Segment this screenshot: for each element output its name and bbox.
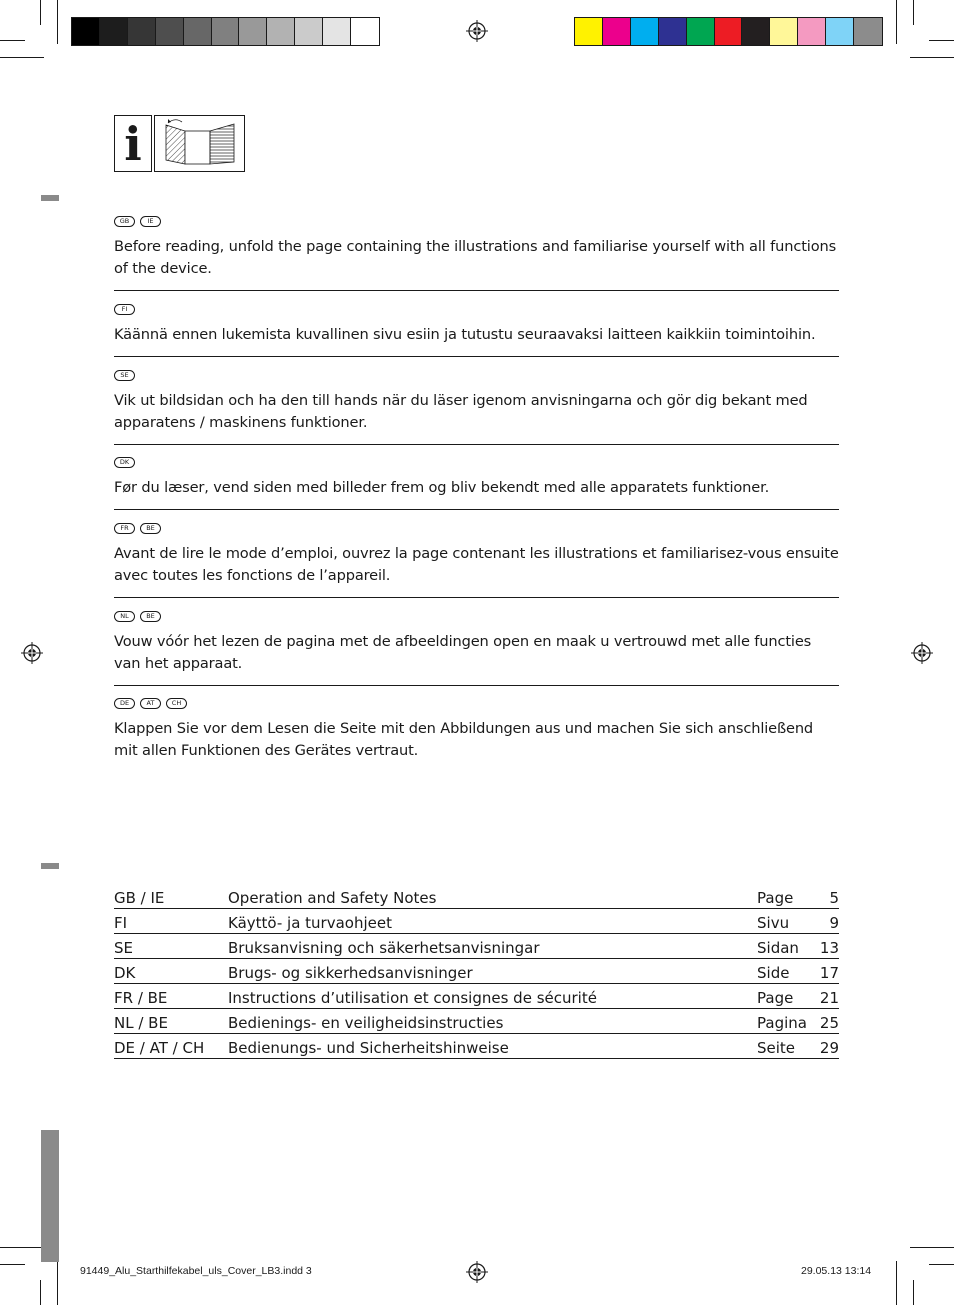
grayscale-colorbar bbox=[71, 17, 380, 46]
color-swatch bbox=[770, 18, 798, 45]
registration-mark-icon bbox=[21, 642, 43, 664]
color-swatch bbox=[267, 18, 295, 45]
language-section bbox=[114, 370, 839, 434]
toc-language: NL / BE bbox=[114, 1009, 228, 1034]
section-text: Before reading, unfold the page containing the illustrations and familiarise yourself with all functions of the device. bbox=[114, 238, 837, 277]
color-swatch bbox=[687, 18, 715, 45]
section-text: Käännä ennen lukemista kuvallinen sivu esiin ja tutustu seuraavaksi laitteen kaikkiin toimintoihin. bbox=[114, 326, 816, 343]
country-badge: IE bbox=[140, 216, 161, 227]
side-tab bbox=[41, 195, 59, 201]
section-divider bbox=[114, 685, 839, 686]
crop-mark bbox=[929, 1264, 954, 1265]
country-badge: AT bbox=[140, 698, 161, 709]
country-badge: DK bbox=[114, 457, 135, 468]
color-swatch bbox=[575, 18, 603, 45]
color-swatch bbox=[659, 18, 687, 45]
color-swatch bbox=[239, 18, 267, 45]
crop-mark bbox=[913, 0, 914, 25]
section-divider bbox=[114, 597, 839, 598]
toc-row bbox=[114, 934, 839, 959]
side-tab bbox=[41, 1130, 59, 1262]
country-badge: SE bbox=[114, 370, 135, 381]
crop-mark bbox=[896, 1261, 897, 1305]
country-badge: FR bbox=[114, 523, 135, 534]
toc-page-label: Page bbox=[757, 984, 815, 1009]
color-swatch bbox=[826, 18, 854, 45]
color-swatch bbox=[323, 18, 351, 45]
toc-row bbox=[114, 1009, 839, 1034]
info-glyph: i bbox=[124, 116, 142, 171]
toc-language: GB / IE bbox=[114, 884, 228, 909]
section-text: Klappen Sie vor dem Lesen die Seite mit den Abbildungen aus und machen Sie sich anschließend mit allen Funktionen des Gerätes vertraut. bbox=[114, 720, 814, 759]
crop-mark bbox=[910, 1247, 954, 1248]
toc-title: Bedienings- en veiligheidsinstructies bbox=[228, 1009, 757, 1034]
toc-title: Bruksanvisning och säkerhetsanvisningar bbox=[228, 934, 757, 959]
toc-row bbox=[114, 984, 839, 1009]
crop-mark bbox=[57, 0, 58, 44]
section-text: Avant de lire le mode d’emploi, ouvrez la page contenant les illustrations et familiarisez-vous ensuite avec toutes les fonctions de l’appareil. bbox=[114, 545, 839, 584]
language-section bbox=[114, 698, 839, 762]
slug-datetime: 29.05.13 13:14 bbox=[801, 1265, 872, 1277]
registration-mark-icon bbox=[466, 20, 488, 42]
toc-row bbox=[114, 884, 839, 909]
country-badges bbox=[114, 370, 839, 382]
toc-title: Operation and Safety Notes bbox=[228, 884, 757, 909]
color-swatch bbox=[715, 18, 743, 45]
country-badge: DE bbox=[114, 698, 135, 709]
toc-language: SE bbox=[114, 934, 228, 959]
color-swatch bbox=[351, 18, 379, 45]
toc-title: Brugs- og sikkerhedsanvisninger bbox=[228, 959, 757, 984]
color-swatch bbox=[184, 18, 212, 45]
color-swatch bbox=[854, 18, 882, 45]
toc-title: Käyttö- ja turvaohjeet bbox=[228, 909, 757, 934]
country-badge: BE bbox=[140, 523, 161, 534]
section-text: Før du læser, vend siden med billeder frem og bliv bekendt med alle apparatets funktioner. bbox=[114, 479, 770, 496]
crop-mark bbox=[913, 1280, 914, 1305]
toc-row bbox=[114, 909, 839, 934]
color-swatch bbox=[212, 18, 240, 45]
crop-mark bbox=[896, 0, 897, 44]
toc-page-number: 9 bbox=[815, 909, 839, 934]
toc-page-number: 29 bbox=[815, 1034, 839, 1059]
color-swatch bbox=[798, 18, 826, 45]
section-text: Vouw vóór het lezen de pagina met de afbeeldingen open en maak u vertrouwd met alle functies van het apparaat. bbox=[114, 633, 812, 672]
slug-filename: 91449_Alu_Starthilfekabel_uls_Cover_LB3.indd 3 bbox=[80, 1265, 312, 1277]
toc-page-label: Sivu bbox=[757, 909, 815, 934]
toc-language: FR / BE bbox=[114, 984, 228, 1009]
color-swatch bbox=[100, 18, 128, 45]
country-badge: NL bbox=[114, 611, 135, 622]
section-divider bbox=[114, 290, 839, 291]
country-badges bbox=[114, 611, 839, 623]
color-swatch bbox=[631, 18, 659, 45]
registration-mark-icon bbox=[466, 1261, 488, 1283]
language-section bbox=[114, 523, 839, 587]
process-colorbar bbox=[574, 17, 883, 46]
toc-page-label: Pagina bbox=[757, 1009, 815, 1034]
country-badges bbox=[114, 304, 839, 316]
toc-row bbox=[114, 1034, 839, 1059]
color-swatch bbox=[295, 18, 323, 45]
toc-page-number: 17 bbox=[815, 959, 839, 984]
color-swatch bbox=[128, 18, 156, 45]
country-badges bbox=[114, 698, 839, 710]
toc-page-label: Seite bbox=[757, 1034, 815, 1059]
unfold-page-icon bbox=[154, 115, 245, 172]
info-icon bbox=[114, 115, 152, 172]
country-badge: CH bbox=[166, 698, 187, 709]
toc-language: DK bbox=[114, 959, 228, 984]
crop-mark bbox=[40, 1280, 41, 1305]
toc-page-label: Side bbox=[757, 959, 815, 984]
toc-page-number: 13 bbox=[815, 934, 839, 959]
crop-mark bbox=[57, 1261, 58, 1305]
crop-mark bbox=[910, 57, 954, 58]
section-text: Vik ut bildsidan och ha den till hands när du läser igenom anvisningarna och gör dig bekant med apparatens / maskinens funktioner. bbox=[114, 392, 808, 431]
country-badges bbox=[114, 457, 839, 469]
crop-mark bbox=[929, 40, 954, 41]
toc-language: FI bbox=[114, 909, 228, 934]
toc-page-number: 25 bbox=[815, 1009, 839, 1034]
crop-mark bbox=[0, 40, 25, 41]
toc-page-number: 21 bbox=[815, 984, 839, 1009]
country-badge: GB bbox=[114, 216, 135, 227]
color-swatch bbox=[742, 18, 770, 45]
toc-title: Bedienungs- und Sicherheitshinweise bbox=[228, 1034, 757, 1059]
toc-title: Instructions d’utilisation et consignes de sécurité bbox=[228, 984, 757, 1009]
crop-mark bbox=[0, 1247, 44, 1248]
country-badges bbox=[114, 523, 839, 535]
section-divider bbox=[114, 356, 839, 357]
toc-language: DE / AT / CH bbox=[114, 1034, 228, 1059]
crop-mark bbox=[0, 1264, 25, 1265]
toc-row bbox=[114, 959, 839, 984]
section-divider bbox=[114, 444, 839, 445]
toc-page-number: 5 bbox=[815, 884, 839, 909]
color-swatch bbox=[156, 18, 184, 45]
side-tab bbox=[41, 863, 59, 869]
language-section bbox=[114, 216, 839, 280]
country-badges bbox=[114, 216, 839, 228]
registration-mark-icon bbox=[911, 642, 933, 664]
country-badge: BE bbox=[140, 611, 161, 622]
country-badge: FI bbox=[114, 304, 135, 315]
section-divider bbox=[114, 509, 839, 510]
language-section bbox=[114, 457, 839, 499]
table-of-contents bbox=[114, 884, 839, 1059]
language-section bbox=[114, 611, 839, 675]
crop-mark bbox=[0, 57, 44, 58]
crop-mark bbox=[40, 0, 41, 25]
toc-page-label: Page bbox=[757, 884, 815, 909]
color-swatch bbox=[72, 18, 100, 45]
language-section bbox=[114, 304, 839, 346]
toc-page-label: Sidan bbox=[757, 934, 815, 959]
color-swatch bbox=[603, 18, 631, 45]
